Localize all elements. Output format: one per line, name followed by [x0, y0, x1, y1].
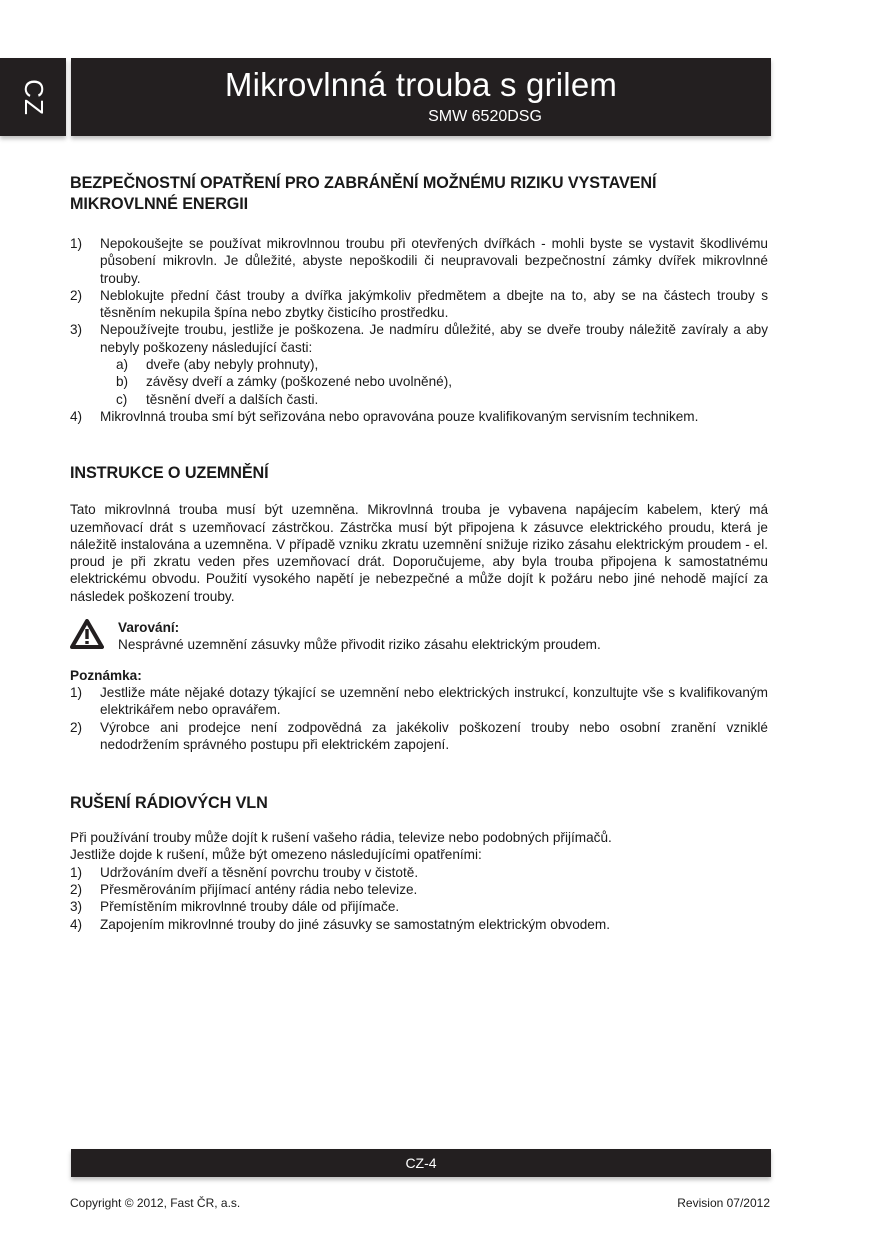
document-title: Mikrovlnná trouba s grilem — [224, 66, 618, 103]
item-text: Nepokoušejte se používat mikrovlnnou troubu při otevřených dvířkách - mohli byste se vystavit škodlivému působení mikrovln. Je důležité, abyste nepoškodili či neupravovali bezpečnostní zámky dvířek mikrovlnné trouby. — [100, 236, 768, 286]
item-number: 3) — [70, 322, 83, 338]
list-item — [70, 864, 768, 881]
list-item — [70, 408, 768, 425]
revision: Revision 07/2012 — [677, 1196, 770, 1210]
item-text: těsnění dveří a dalších časti. — [146, 391, 319, 407]
language-code: CZ — [18, 78, 49, 116]
item-text: Jestliže máte nějaké dotazy týkající se uzemnění nebo elektrických instrukcí, konzultujte vše s kvalifikovaným elektrikářem nebo opravářem. — [100, 684, 768, 718]
grounding-paragraph: Tato mikrovlnná trouba musí být uzemněna. Mikrovlnná trouba je vybavena napájecím kabelem, který má uzemňovací drát s uzemňovací zástrčkou. Zástrčka musí být připojena k zásuvce elektrického proudu, která je náležitě instalována a uzemněna. V případě vzniku zkratu uzemnění snižuje riziko zásahu elektrickým proudem - el. proud je při zkratu veden přes uzemňovací drát. Doporučujeme, aby byla trouba připojena k samostatnému elektrickému obvodu. Použití vysokého napětí je nebezpečné a může dojít k požáru nebo jiné nehodě mající za následek poškození trouby. — [70, 502, 768, 604]
grounding-heading: INSTRUKCE O UZEMNĚNÍ — [70, 464, 269, 483]
notes-list — [70, 684, 768, 753]
item-text: dveře (aby nebyly prohnuty), — [146, 357, 319, 373]
radio-list — [70, 864, 768, 933]
warning-label: Varování: — [118, 620, 180, 636]
item-number: 4) — [70, 408, 83, 424]
sublist — [116, 356, 768, 408]
safety-heading: BEZPEČNOSTNÍ OPATŘENÍ PRO ZABRÁNĚNÍ MOŽNÉMU RIZIKU VYSTAVENÍ MIKROVLNNÉ ENERGII — [70, 174, 657, 213]
item-number: 1) — [70, 236, 83, 251]
item-text: Udržováním dveří a těsnění povrchu trouby v čistotě. — [100, 864, 419, 880]
sublist-item — [116, 391, 768, 408]
item-number: 3) — [70, 899, 83, 915]
note-title: Poznámka: — [70, 667, 142, 683]
item-letter: b) — [116, 374, 129, 390]
item-text: Přesměrováním přijímací antény rádia nebo televize. — [100, 882, 418, 898]
warning-triangle-icon — [70, 619, 118, 654]
item-text: Neblokujte přední část trouby a dvířka jakýmkoliv předmětem a dbejte na to, aby se na částech trouby s těsněním nekupila špína nebo zbytky čisticího prostředku. — [100, 287, 768, 321]
radio-intro-1: Při používání trouby může dojít k rušení vašeho rádia, televize nebo podobných přijímačů. — [70, 830, 612, 846]
item-number: 2) — [70, 719, 83, 735]
model-number: SMW 6520DSG — [428, 108, 542, 125]
radio-heading: RUŠENÍ RÁDIOVÝCH VLN — [70, 794, 268, 813]
list-item — [70, 287, 768, 322]
list-item — [70, 898, 768, 915]
list-item — [70, 719, 768, 754]
sublist-item — [116, 356, 768, 373]
warning-text: Nesprávné uzemnění zásuvky může přivodit riziko zásahu elektrickým proudem. — [118, 637, 601, 653]
header-bar — [71, 58, 771, 136]
item-number: 1) — [70, 684, 83, 700]
list-item — [70, 916, 768, 933]
item-letter: c) — [116, 391, 128, 407]
radio-intro-2: Jestliže dojde k rušení, může být omezeno následujícími opatřeními: — [70, 847, 482, 863]
item-text: závěsy dveří a zámky (poškozené nebo uvolněné), — [146, 374, 453, 390]
sublist-item — [116, 373, 768, 390]
item-text: Výrobce ani prodejce není zodpovědná za jakékoliv poškození trouby nebo osobní zranění vzniklé nedodržením správného postupu při elektrickém zapojení. — [100, 719, 768, 752]
language-tab — [0, 58, 66, 136]
item-text: Zapojením mikrovlnné trouby do jiné zásuvky se samostatným elektrickým obvodem. — [100, 916, 610, 932]
list-item — [70, 881, 768, 898]
list-item — [70, 235, 768, 287]
page-content — [70, 173, 768, 933]
item-number: 2) — [70, 882, 83, 898]
item-text: Nepoužívejte troubu, jestliže je poškozena. Je nadmíru důležité, aby se dveře trouby náležitě zavíraly a aby nebyly poškozeny následující časti: — [100, 322, 768, 355]
list-item — [70, 321, 768, 356]
item-text: Mikrovlnná trouba smí být seřizována nebo opravována pouze kvalifikovaným servisním technikem. — [100, 408, 699, 424]
item-number: 2) — [70, 287, 83, 303]
copyright: Copyright © 2012, Fast ČR, a.s. — [70, 1196, 241, 1210]
item-letter: a) — [116, 357, 129, 373]
warning-box — [70, 619, 768, 654]
footer-bar — [71, 1149, 771, 1177]
item-number: 1) — [70, 864, 83, 880]
page-number: CZ-4 — [405, 1155, 437, 1171]
item-text: Přemístěním mikrovlnné trouby dále od přijímače. — [100, 899, 400, 915]
item-number: 4) — [70, 916, 83, 932]
list-item — [70, 684, 768, 719]
safety-list — [70, 235, 768, 425]
